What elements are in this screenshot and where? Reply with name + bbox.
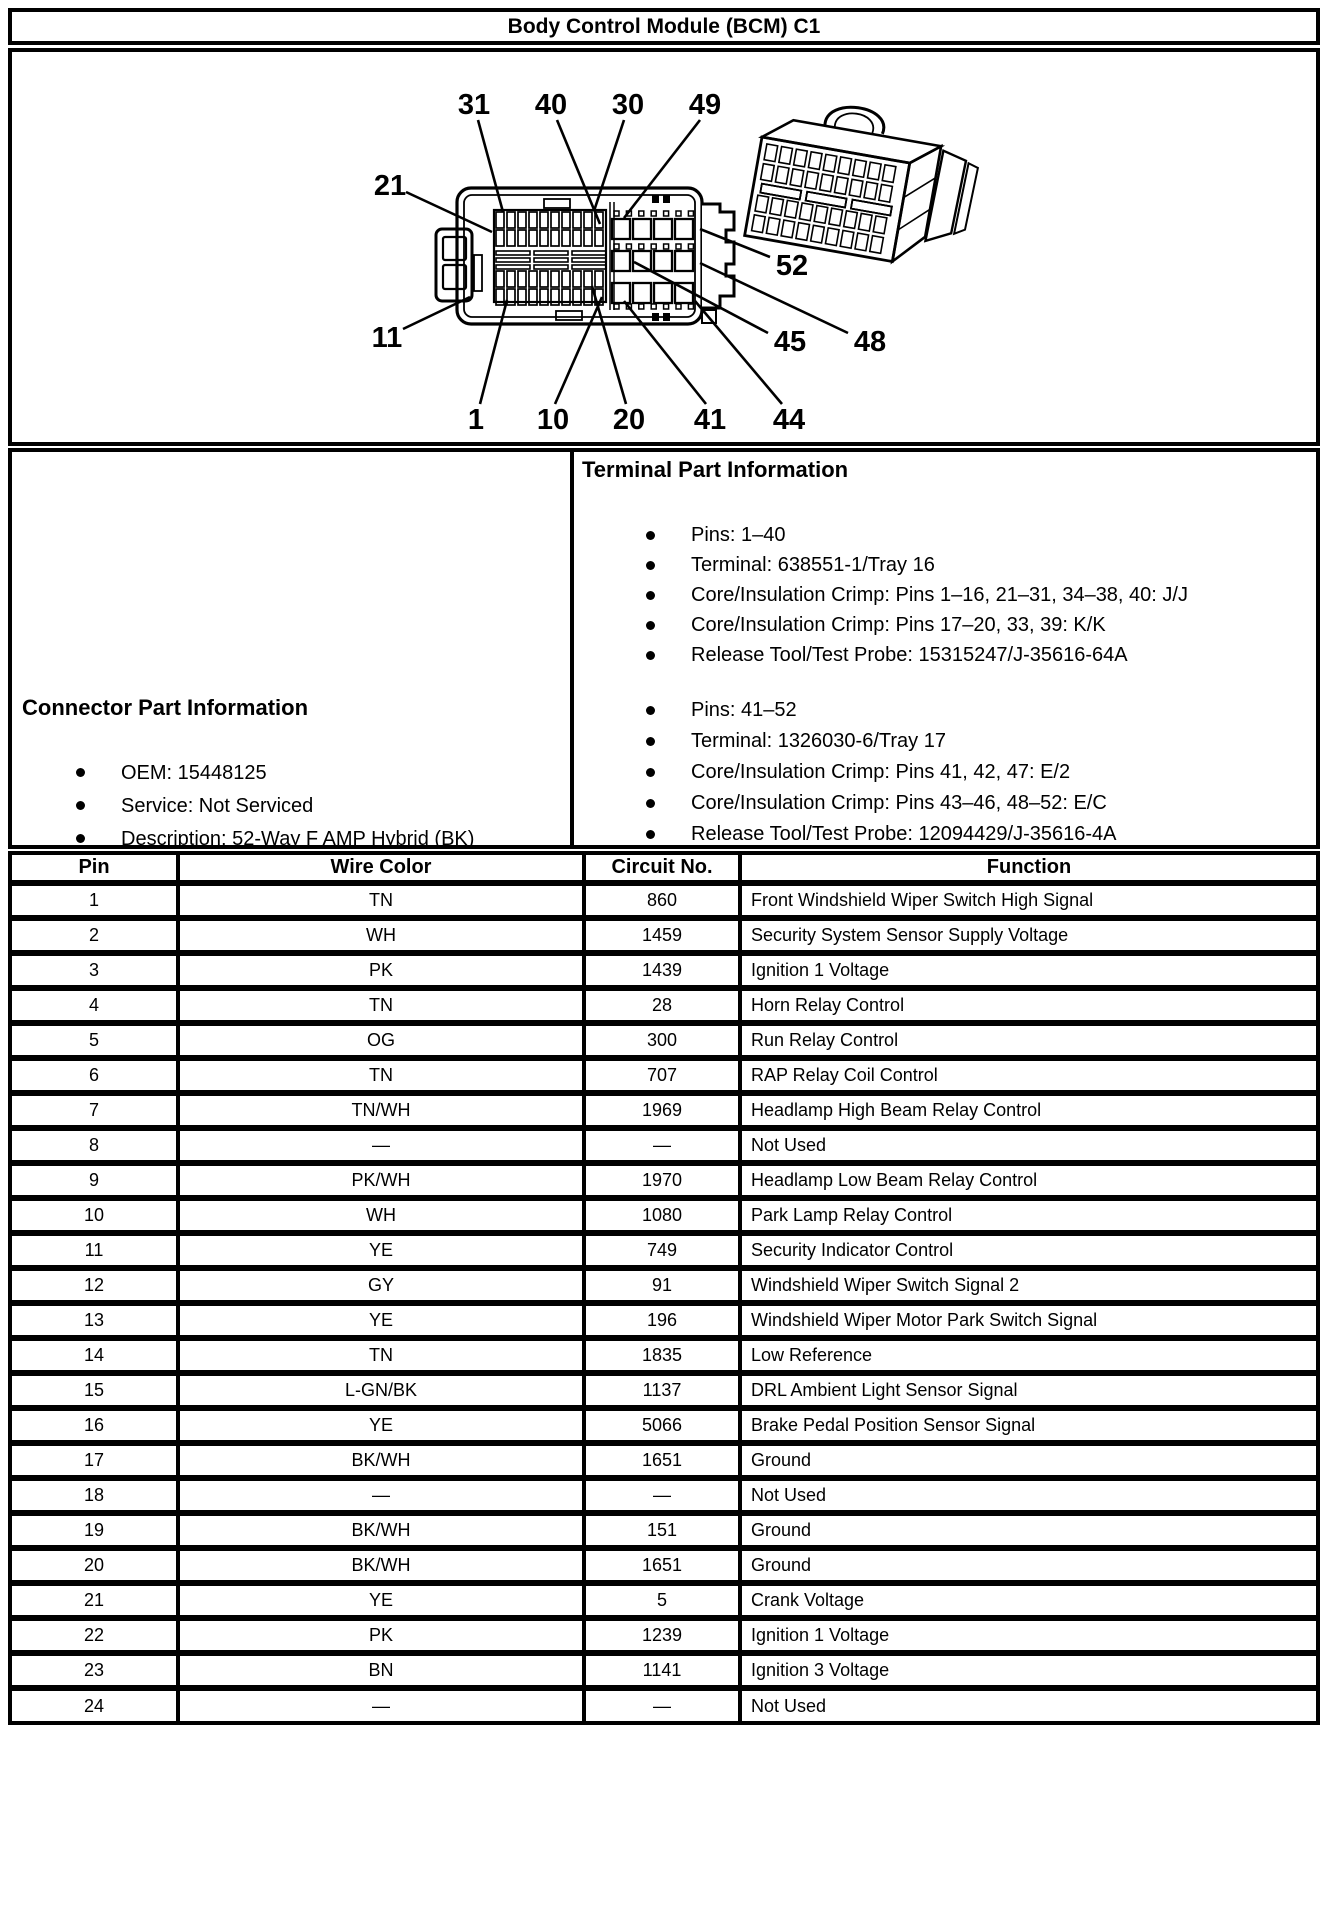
pin-callout-52: 52 [775, 250, 809, 282]
table-row [10, 1373, 1318, 1408]
function-cell: Windshield Wiper Switch Signal 2 [740, 1268, 1318, 1303]
wire-color-cell: — [178, 1688, 584, 1723]
connector-diagram-panel [8, 48, 1320, 446]
pin-cell: 19 [10, 1513, 178, 1548]
circuit-no-cell: 151 [584, 1513, 740, 1548]
document-page [8, 0, 1320, 1725]
pin-cell: 6 [10, 1058, 178, 1093]
circuit-no-cell: 1141 [584, 1653, 740, 1688]
function-cell: Security Indicator Control [740, 1233, 1318, 1268]
circuit-no-cell: 1439 [584, 953, 740, 988]
function-cell: Ignition 1 Voltage [740, 953, 1318, 988]
pin-cell: 22 [10, 1618, 178, 1653]
pin-cell: 15 [10, 1373, 178, 1408]
pin-callout-11: 11 [371, 322, 403, 354]
circuit-no-cell: 300 [584, 1023, 740, 1058]
connector-info-list [74, 757, 474, 856]
circuit-no-cell: 1835 [584, 1338, 740, 1373]
wire-color-cell: PK [178, 1618, 584, 1653]
function-cell: Headlamp Low Beam Relay Control [740, 1163, 1318, 1198]
pin-callout-40: 40 [534, 89, 568, 121]
pin-cell: 9 [10, 1163, 178, 1198]
function-cell: Ground [740, 1513, 1318, 1548]
pin-cell: 20 [10, 1548, 178, 1583]
info-item: Service: Not Serviced [74, 790, 474, 823]
function-cell: Front Windshield Wiper Switch High Signal [740, 883, 1318, 918]
pin-cell: 17 [10, 1443, 178, 1478]
wire-color-cell: TN [178, 883, 584, 918]
function-cell: Not Used [740, 1688, 1318, 1723]
pin-cell: 2 [10, 918, 178, 953]
table-row [10, 1583, 1318, 1618]
wire-color-cell: TN [178, 988, 584, 1023]
pin-cell: 5 [10, 1023, 178, 1058]
circuit-no-cell: 707 [584, 1058, 740, 1093]
table-row [10, 1303, 1318, 1338]
table-row [10, 1618, 1318, 1653]
wire-color-cell: GY [178, 1268, 584, 1303]
info-item: Release Tool/Test Probe: 12094429/J-35616-4A [644, 819, 1310, 850]
circuit-no-cell: 1459 [584, 918, 740, 953]
circuit-no-cell: 860 [584, 883, 740, 918]
table-row [10, 953, 1318, 988]
circuit-no-cell: 1651 [584, 1443, 740, 1478]
circuit-no-cell: 1651 [584, 1548, 740, 1583]
function-cell: Not Used [740, 1478, 1318, 1513]
info-item: Release Tool/Test Probe: 15315247/J-35616-64A [644, 640, 1310, 670]
pin-cell: 23 [10, 1653, 178, 1688]
info-item: Description: 52-Way F AMP Hybrid (BK) [74, 823, 474, 856]
function-cell: Brake Pedal Position Sensor Signal [740, 1408, 1318, 1443]
circuit-no-cell: — [584, 1128, 740, 1163]
wire-color-cell: OG [178, 1023, 584, 1058]
connector-info-panel [12, 452, 574, 850]
function-cell: Headlamp High Beam Relay Control [740, 1093, 1318, 1128]
function-cell: DRL Ambient Light Sensor Signal [740, 1373, 1318, 1408]
pin-callout-49: 49 [688, 89, 722, 121]
circuit-no-cell: — [584, 1688, 740, 1723]
pin-callout-31: 31 [457, 89, 491, 121]
function-cell: Crank Voltage [740, 1583, 1318, 1618]
table-row [10, 1548, 1318, 1583]
wire-color-cell: PK/WH [178, 1163, 584, 1198]
table-row [10, 1478, 1318, 1513]
function-cell: Security System Sensor Supply Voltage [740, 918, 1318, 953]
wire-color-cell: YE [178, 1233, 584, 1268]
terminal-info-group-1 [644, 520, 1310, 670]
wire-color-cell: BK/WH [178, 1513, 584, 1548]
pin-callout-20: 20 [612, 404, 646, 436]
connector-front-view [436, 188, 734, 324]
wire-color-cell: YE [178, 1303, 584, 1338]
circuit-no-cell: 5 [584, 1583, 740, 1618]
info-item: Core/Insulation Crimp: Pins 41, 42, 47: E/2 [644, 757, 1310, 788]
info-item: Terminal: 1326030-6/Tray 17 [644, 726, 1310, 757]
connector-info-heading: Connector Part Information [22, 695, 309, 720]
wire-color-cell: — [178, 1478, 584, 1513]
pin-cell: 10 [10, 1198, 178, 1233]
info-item: Pins: 41–52 [644, 695, 1310, 726]
circuit-no-cell: 1080 [584, 1198, 740, 1233]
pin-cell: 24 [10, 1688, 178, 1723]
wire-color-cell: TN/WH [178, 1093, 584, 1128]
pin-cell: 13 [10, 1303, 178, 1338]
table-row [10, 1268, 1318, 1303]
pin-cell: 8 [10, 1128, 178, 1163]
function-cell: Ignition 1 Voltage [740, 1618, 1318, 1653]
table-row [10, 883, 1318, 918]
wire-color-cell: YE [178, 1408, 584, 1443]
function-column-header: Function [740, 853, 1318, 883]
pin-cell: 21 [10, 1583, 178, 1618]
pin-callout-45: 45 [773, 326, 807, 358]
function-cell: Park Lamp Relay Control [740, 1198, 1318, 1233]
pin-column-header: Pin [78, 856, 110, 878]
part-information-row [8, 448, 1320, 849]
pin-cell: 1 [10, 883, 178, 918]
pin-table-body [10, 883, 1318, 1723]
function-cell: Run Relay Control [740, 1023, 1318, 1058]
wire-color-cell: WH [178, 918, 584, 953]
pin-callout-21: 21 [373, 170, 407, 202]
wire-color-cell: PK [178, 953, 584, 988]
terminal-info-heading: Terminal Part Information [582, 457, 849, 482]
table-row [10, 918, 1318, 953]
pin-cell: 12 [10, 1268, 178, 1303]
circuit-no-cell: 91 [584, 1268, 740, 1303]
right-lock-bracket [702, 204, 734, 308]
connector-3d-view [745, 92, 985, 273]
page-title: Body Control Module (BCM) C1 [8, 8, 1320, 45]
pin-callout-1: 1 [467, 404, 485, 436]
wire-color-cell: WH [178, 1198, 584, 1233]
pin-callout-30: 30 [611, 89, 645, 121]
table-row [10, 1093, 1318, 1128]
wire-color-cell: TN [178, 1338, 584, 1373]
info-item: OEM: 15448125 [74, 757, 474, 790]
info-item: Core/Insulation Crimp: Pins 17–20, 33, 39: K/K [644, 610, 1310, 640]
function-cell: Windshield Wiper Motor Park Switch Signal [740, 1303, 1318, 1338]
pin-callout-41: 41 [693, 404, 727, 436]
info-item: Terminal: 638551-1/Tray 16 [644, 550, 1310, 580]
pin-cell: 11 [10, 1233, 178, 1268]
function-cell: Ground [740, 1548, 1318, 1583]
connector-diagram [12, 52, 1316, 444]
table-row [10, 1023, 1318, 1058]
wire-color-column-header: Wire Color [178, 853, 584, 883]
pins-41-52-grid [612, 211, 693, 309]
pin-callout-44: 44 [772, 404, 806, 436]
pin-cell: 16 [10, 1408, 178, 1443]
circuit-no-cell: 1970 [584, 1163, 740, 1198]
circuit-no-column-header: Circuit No. [584, 853, 740, 883]
wire-color-cell: BK/WH [178, 1443, 584, 1478]
wire-color-cell: L-GN/BK [178, 1373, 584, 1408]
wire-color-cell: YE [178, 1583, 584, 1618]
pin-cell: 18 [10, 1478, 178, 1513]
info-item: Pins: 1–40 [644, 520, 1310, 550]
terminal-info-group-2 [644, 695, 1310, 850]
function-cell: Ignition 3 Voltage [740, 1653, 1318, 1688]
table-row [10, 1408, 1318, 1443]
table-row [10, 1128, 1318, 1163]
info-item: Core/Insulation Crimp: Pins 1–16, 21–31, 34–38, 40: J/J [644, 580, 1310, 610]
table-row [10, 1058, 1318, 1093]
terminal-info-panel [574, 452, 1316, 845]
pin-cell: 3 [10, 953, 178, 988]
function-cell: Not Used [740, 1128, 1318, 1163]
pin-cell: 7 [10, 1093, 178, 1128]
circuit-no-cell: 1239 [584, 1618, 740, 1653]
wire-color-cell: TN [178, 1058, 584, 1093]
circuit-no-cell: 1137 [584, 1373, 740, 1408]
circuit-no-cell: — [584, 1478, 740, 1513]
pin-cell: 14 [10, 1338, 178, 1373]
table-row [10, 988, 1318, 1023]
table-row [10, 1513, 1318, 1548]
table-row [10, 1233, 1318, 1268]
table-row [10, 1163, 1318, 1198]
wire-color-cell: BN [178, 1653, 584, 1688]
table-row [10, 1338, 1318, 1373]
table-row [10, 1443, 1318, 1478]
table-header-row [10, 853, 1318, 883]
table-row [10, 1653, 1318, 1688]
pin-callout-48: 48 [853, 326, 887, 358]
wire-color-cell: BK/WH [178, 1548, 584, 1583]
function-cell: Low Reference [740, 1338, 1318, 1373]
pin-callout-10: 10 [536, 404, 570, 436]
circuit-no-cell: 5066 [584, 1408, 740, 1443]
table-row [10, 1688, 1318, 1723]
circuit-no-cell: 196 [584, 1303, 740, 1338]
circuit-no-cell: 749 [584, 1233, 740, 1268]
pinout-table [8, 851, 1320, 1725]
table-row [10, 1198, 1318, 1233]
info-item: Core/Insulation Crimp: Pins 43–46, 48–52: E/C [644, 788, 1310, 819]
wire-color-cell: — [178, 1128, 584, 1163]
function-cell: Ground [740, 1443, 1318, 1478]
circuit-no-cell: 1969 [584, 1093, 740, 1128]
function-cell: RAP Relay Coil Control [740, 1058, 1318, 1093]
circuit-no-cell: 28 [584, 988, 740, 1023]
function-cell: Horn Relay Control [740, 988, 1318, 1023]
pin-cell: 4 [10, 988, 178, 1023]
